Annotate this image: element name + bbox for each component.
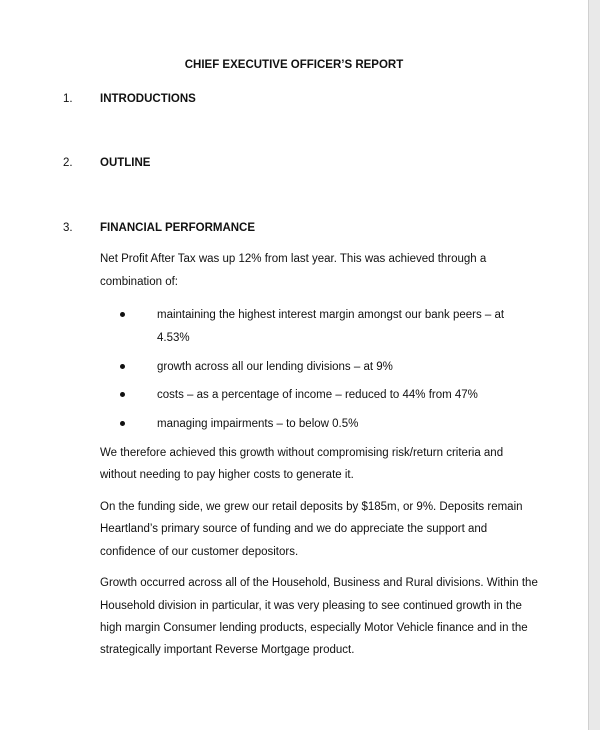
intro-line: combination of: bbox=[100, 276, 178, 288]
paragraph-line: On the funding side, we grew our retail deposits by $185m, or 9%. Deposits remain bbox=[100, 501, 523, 513]
bullet-item-text: 4.53% bbox=[157, 332, 190, 344]
paragraph-line: confidence of our customer depositors. bbox=[100, 546, 299, 558]
paragraph-line: Heartland’s primary source of funding and we do appreciate the support and bbox=[100, 523, 488, 535]
bullet-dot-icon bbox=[120, 392, 125, 397]
paragraph-line: without needing to pay higher costs to generate it. bbox=[100, 469, 354, 481]
report-title: CHIEF EXECUTIVE OFFICER’S REPORT bbox=[184, 59, 404, 71]
bullet-dot-icon bbox=[120, 421, 125, 426]
bullet-item-text: managing impairments – to below 0.5% bbox=[157, 418, 359, 430]
section-1-heading: INTRODUCTIONS bbox=[100, 93, 196, 105]
bullet-item-text: maintaining the highest interest margin amongst our bank peers – at bbox=[157, 309, 505, 321]
paragraph-line: high margin Consumer lending products, especially Motor Vehicle finance and in the bbox=[100, 622, 528, 634]
section-2-heading: OUTLINE bbox=[100, 157, 151, 169]
section-1-number: 1. bbox=[63, 93, 73, 105]
paragraph-line: strategically important Reverse Mortgage product. bbox=[100, 644, 355, 656]
bullet-item-text: costs – as a percentage of income – reduced to 44% from 47% bbox=[157, 389, 478, 401]
intro-line: Net Profit After Tax was up 12% from last year. This was achieved through a bbox=[100, 253, 487, 265]
paragraph-line: Household division in particular, it was very pleasing to see continued growth in the bbox=[100, 600, 522, 612]
paragraph-line: Growth occurred across all of the Household, Business and Rural divisions. Within the bbox=[100, 577, 538, 589]
paragraph-line: We therefore achieved this growth without compromising risk/return criteria and bbox=[100, 447, 504, 459]
section-2-number: 2. bbox=[63, 157, 73, 169]
section-3-number: 3. bbox=[63, 222, 73, 234]
bullet-dot-icon bbox=[120, 364, 125, 369]
section-3-heading: FINANCIAL PERFORMANCE bbox=[100, 222, 256, 234]
bullet-item-text: growth across all our lending divisions – at 9% bbox=[157, 361, 393, 373]
bullet-dot-icon bbox=[120, 312, 125, 317]
